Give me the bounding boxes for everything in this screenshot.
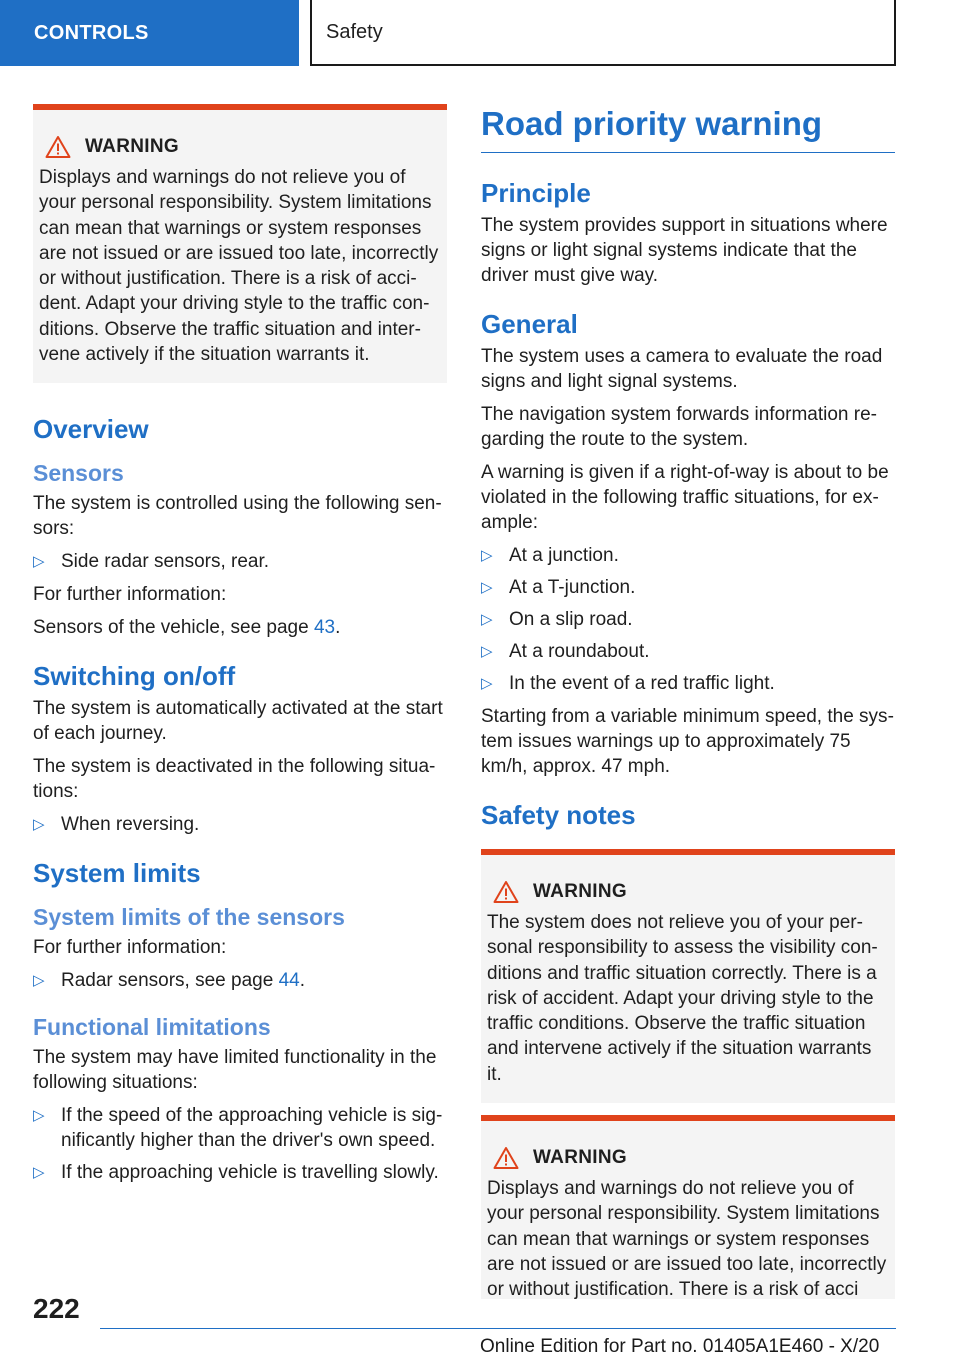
sensors-heading: Sensors [33, 460, 124, 487]
list-item-text: At a junction. [509, 545, 619, 566]
functional-limits-text: The system may have limited functionality in the following situations: [33, 1047, 437, 1094]
page-link[interactable]: 43 [313, 617, 336, 639]
list-item-text: At a roundabout. [509, 641, 650, 662]
general-text-2: The navigation system forwards information regarding the route to the system. [481, 404, 877, 450]
warning-triangle-icon [493, 1146, 519, 1170]
warning-text: The system does not relieve you of your personal responsibility to assess the visibility conditions and traffic situation correctly. There is a risk of accident. Adapt your driving style to the traffic conditions. Observe the traffic situation and intervene actively if the situation warrants it. [487, 912, 878, 1085]
further-info-text: For further information: [33, 937, 227, 959]
warning-box [481, 1115, 895, 1299]
warning-header [487, 879, 887, 904]
functional-limits-list [33, 1103, 447, 1185]
list-item-text: At a T-junction. [509, 577, 636, 598]
triangle-bullet-icon: ▷ [481, 579, 493, 596]
sensor-limits-heading: System limits of the sensors [33, 904, 345, 931]
overview-heading: Overview [33, 414, 149, 445]
section-title [310, 0, 896, 66]
list-item [481, 607, 895, 632]
warning-text: Displays and warnings do not relieve you of your personal responsibility. System limitations can mean that warnings or system responses are not issued or are issued too late, incorrectly or without justification. There is a risk of accident. Adapt your driving style to the traffic conditions. Observe the traffic situation and intervene actively if the situation warrants it. [39, 167, 439, 366]
list-item-text: If the speed of the approaching vehicle is significantly higher than the driver's own speed. [61, 1105, 443, 1152]
safety-notes-heading: Safety notes [481, 800, 636, 830]
triangle-bullet-icon: ▷ [33, 1164, 45, 1182]
ref-text: Sensors of the vehicle, see page [33, 617, 314, 639]
general-text-3: A warning is given if a right-of-way is about to be violated in the following traffic situations, for example: [481, 462, 889, 533]
further-info-text: For further information: [33, 584, 227, 606]
ref-suffix: . [335, 617, 341, 639]
list-item [33, 1103, 447, 1153]
right-column [481, 104, 895, 1299]
warning-header [39, 134, 439, 159]
system-limits-heading: System limits [33, 858, 201, 889]
warning-box [33, 104, 447, 383]
sensors-list [33, 549, 447, 574]
triangle-bullet-icon: ▷ [33, 1107, 45, 1125]
general-text-4: Starting from a variable minimum speed, the system issues warnings up to approximately 75 km/h, approx. 47 mph. [481, 706, 894, 777]
list-item-text: On a slip road. [509, 609, 633, 630]
triangle-bullet-icon: ▷ [33, 816, 45, 834]
triangle-bullet-icon: ▷ [33, 553, 45, 571]
triangle-bullet-icon: ▷ [481, 611, 493, 628]
page-number: 222 [33, 1293, 80, 1324]
section-title-text: Safety [326, 20, 383, 43]
switching-text-2: The system is deactivated in the following situations: [33, 756, 436, 803]
triangle-bullet-icon: ▷ [481, 547, 493, 564]
list-item-text: In the event of a red traffic light. [509, 673, 775, 694]
list-item [33, 1160, 447, 1185]
triangle-bullet-icon: ▷ [481, 675, 493, 692]
switching-text-1: The system is automatically activated at the start of each journey. [33, 698, 443, 745]
warning-text: Displays and warnings do not relieve you of your personal responsibility. System limitations can mean that warnings or system responses are not issued or are issued too late, incorrectly or without justification. There is a risk of acci [487, 1178, 887, 1300]
left-column [33, 104, 447, 1193]
list-item [33, 549, 447, 574]
triangle-bullet-icon: ▷ [481, 643, 493, 660]
general-heading: General [481, 309, 578, 339]
ref-text: Radar sensors, see page [61, 970, 279, 992]
radar-ref-list [33, 968, 447, 993]
principle-heading: Principle [481, 178, 591, 208]
warning-header [487, 1145, 887, 1170]
warning-title: WARNING [533, 881, 627, 902]
chapter-title: Road priority warning [481, 104, 895, 153]
triangle-bullet-icon: ▷ [33, 972, 45, 990]
warning-title: WARNING [533, 1147, 627, 1169]
ref-suffix: . [299, 970, 305, 992]
sensors-text: The system is controlled using the following sensors: [33, 493, 442, 540]
list-item [481, 543, 895, 568]
traffic-situations-list [481, 543, 895, 696]
list-item-text: Side radar sensors, rear. [61, 551, 270, 573]
warning-box [481, 849, 895, 1103]
switching-heading: Switching on/off [33, 661, 236, 692]
switching-list [33, 812, 447, 837]
list-item-text: When reversing. [61, 814, 200, 836]
section-tab: CONTROLS [0, 0, 299, 66]
list-item-text: If the approaching vehicle is travelling slowly. [61, 1162, 439, 1184]
sensors-reference [33, 615, 447, 640]
warning-triangle-icon [45, 135, 71, 159]
list-item [33, 812, 447, 837]
principle-text: The system provides support in situations where signs or light signal systems indicate that the driver must give way. [481, 215, 888, 286]
edition-text: Online Edition for Part no. 01405A1E460 - X/20 [480, 1336, 880, 1357]
page-link[interactable]: 44 [278, 970, 300, 992]
list-item [481, 671, 895, 696]
warning-title: WARNING [85, 136, 179, 157]
list-item [481, 639, 895, 664]
list-item [481, 575, 895, 600]
functional-limits-heading: Functional limitations [33, 1014, 271, 1041]
list-item [33, 968, 447, 993]
warning-triangle-icon [493, 880, 519, 904]
footer-divider [100, 1328, 896, 1329]
general-text-1: The system uses a camera to evaluate the road signs and light signal systems. [481, 346, 883, 392]
